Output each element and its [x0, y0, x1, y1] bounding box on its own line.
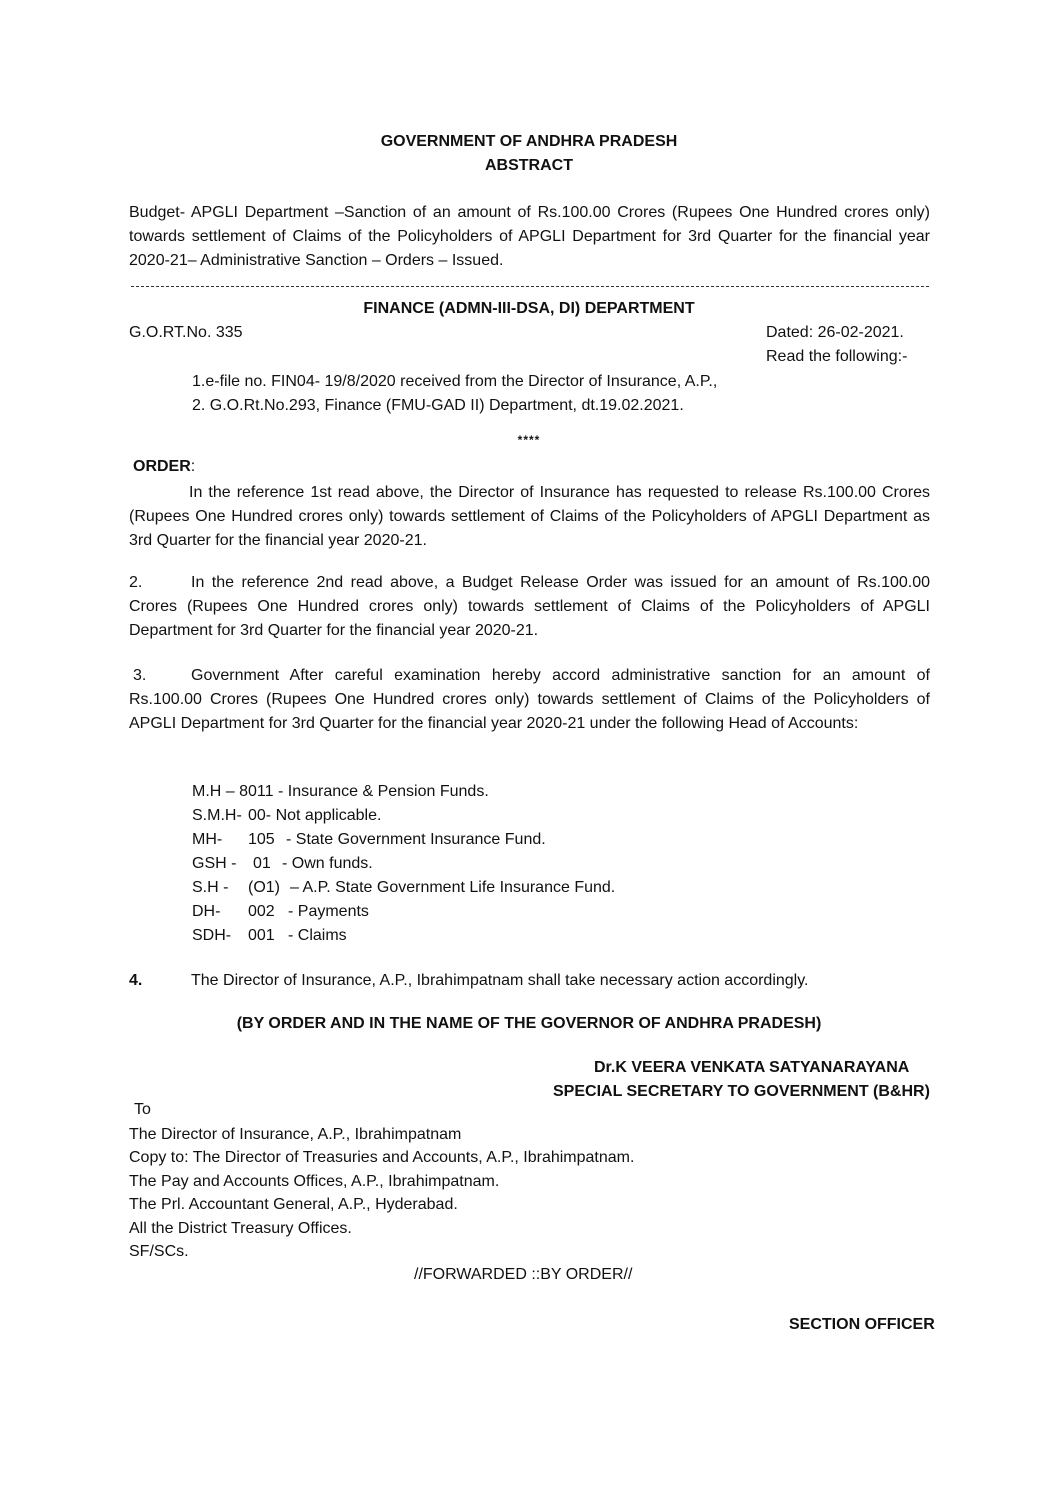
- head-code: SDH-: [192, 927, 232, 944]
- distribution-item: Copy to: The Director of Treasuries and Accounts, A.P., Ibrahimpatnam.: [129, 1149, 635, 1167]
- distribution-item: The Prl. Accountant General, A.P., Hyderabad.: [129, 1196, 458, 1214]
- order-heading: [133, 458, 195, 476]
- paragraph-4-text: The Director of Insurance, A.P., Ibrahimpatnam shall take necessary action accordingly.: [191, 972, 809, 989]
- signatory-name: Dr.K VEERA VENKATA SATYANARAYANA: [594, 1059, 910, 1076]
- dashed-divider: [131, 286, 929, 287]
- distribution-item: SF/SCs.: [129, 1242, 189, 1260]
- by-order-line: (BY ORDER AND IN THE NAME OF THE GOVERNOR OF ANDHRA PRADESH): [236, 1015, 822, 1032]
- head-desc: - Payments: [288, 903, 369, 920]
- head-value: 105: [248, 831, 275, 848]
- read-following: Read the following:-: [766, 348, 908, 365]
- reference-2: 2. G.O.Rt.No.293, Finance (FMU-GAD II) Department, dt.19.02.2021.: [192, 397, 684, 414]
- head-desc: - Not applicable.: [265, 807, 382, 824]
- government-heading: GOVERNMENT OF ANDHRA PRADESH: [380, 133, 678, 150]
- head-of-account-row: [192, 804, 615, 828]
- head-value: 8011: [239, 783, 274, 800]
- order-colon: :: [190, 458, 196, 475]
- head-desc: - Claims: [288, 927, 347, 944]
- dated: Dated: 26-02-2021.: [766, 324, 904, 341]
- reference-1: 1.e-file no. FIN04- 19/8/2020 received from the Director of Insurance, A.P.,: [192, 373, 718, 390]
- head-desc: - Insurance & Pension Funds.: [277, 783, 489, 800]
- head-code: GSH -: [192, 855, 237, 872]
- head-value: 002: [248, 903, 275, 920]
- signatory-designation: SPECIAL SECRETARY TO GOVERNMENT (B&HR): [553, 1083, 930, 1100]
- head-code: M.H –: [192, 783, 235, 800]
- head-code: S.M.H-: [192, 807, 242, 824]
- paragraph-2-number: 2.: [129, 574, 143, 591]
- paragraph-2-text: In the reference 2nd read above, a Budget Release Order was issued for an amount of Rs.100.00 Crores (Rupees One Hundred crores only) towards settlement of Claims of the Policyholders of APGLI Department for 3rd Quarter for the financial year 2020-21.: [129, 574, 930, 639]
- section-officer: SECTION OFFICER: [789, 1316, 935, 1333]
- head-of-account-row: [192, 828, 615, 852]
- head-of-account-row: [192, 924, 615, 948]
- distribution-item: All the District Treasury Offices.: [129, 1219, 352, 1237]
- head-code: DH-: [192, 903, 221, 920]
- head-of-account-row: [192, 852, 615, 876]
- order-paragraph-4: [129, 972, 809, 990]
- head-value: (O1): [248, 879, 280, 896]
- paragraph-3-text: Government After careful examination hereby accord administrative sanction for an amount of Rs.100.00 Crores (Rupees One Hundred crores only) towards settlement of Claims of the Policyholders of APGLI Department for 3rd Quarter for the financial year 2020-21 under the following Head of Accounts:: [129, 667, 930, 732]
- head-of-accounts-list: [192, 780, 615, 948]
- subject-paragraph: Budget- APGLI Department –Sanction of an amount of Rs.100.00 Crores (Rupees One Hundred crores only) towards settlement of Claims of the Policyholders of APGLI Department for 3rd Quarter for the financial year 2020-21– Administrative Sanction – Orders – Issued.: [129, 204, 930, 269]
- head-desc: - State Government Insurance Fund.: [286, 831, 546, 848]
- order-label: ORDER: [133, 458, 191, 475]
- head-of-account-row: [192, 876, 615, 900]
- go-number: G.O.RT.No. 335: [129, 324, 243, 341]
- department-heading: FINANCE (ADMN-III-DSA, DI) DEPARTMENT: [363, 300, 695, 317]
- order-paragraph-2: [129, 571, 930, 643]
- abstract-heading: ABSTRACT: [485, 157, 573, 174]
- head-value: 001: [248, 927, 275, 944]
- order-paragraph-1: [129, 481, 930, 553]
- separator-stars: ****: [517, 433, 541, 447]
- paragraph-3-number: 3.: [133, 667, 147, 684]
- head-of-account-row: [192, 780, 615, 804]
- head-desc: - Own funds.: [282, 855, 373, 872]
- distribution-list: [129, 1123, 634, 1263]
- paragraph-4-number: 4.: [129, 972, 143, 989]
- head-desc: – A.P. State Government Life Insurance Fund.: [290, 879, 616, 896]
- to-label: To: [134, 1101, 151, 1118]
- head-code: MH-: [192, 831, 223, 848]
- order-paragraph-3: [129, 664, 930, 736]
- distribution-item: The Pay and Accounts Offices, A.P., Ibrahimpatnam.: [129, 1172, 500, 1190]
- head-of-account-row: [192, 900, 615, 924]
- head-value: 00: [248, 807, 266, 824]
- head-value: 01: [253, 855, 271, 872]
- distribution-item: The Director of Insurance, A.P., Ibrahimpatnam: [129, 1126, 462, 1143]
- forwarded-line: //FORWARDED ::BY ORDER//: [414, 1266, 633, 1283]
- paragraph-1-text: In the reference 1st read above, the Director of Insurance has requested to release Rs.100.00 Crores (Rupees One Hundred crores only) towards settlement of Claims of the Policyholders of APGLI Department as 3rd Quarter for the financial year 2020-21.: [129, 484, 930, 549]
- head-code: S.H -: [192, 879, 229, 896]
